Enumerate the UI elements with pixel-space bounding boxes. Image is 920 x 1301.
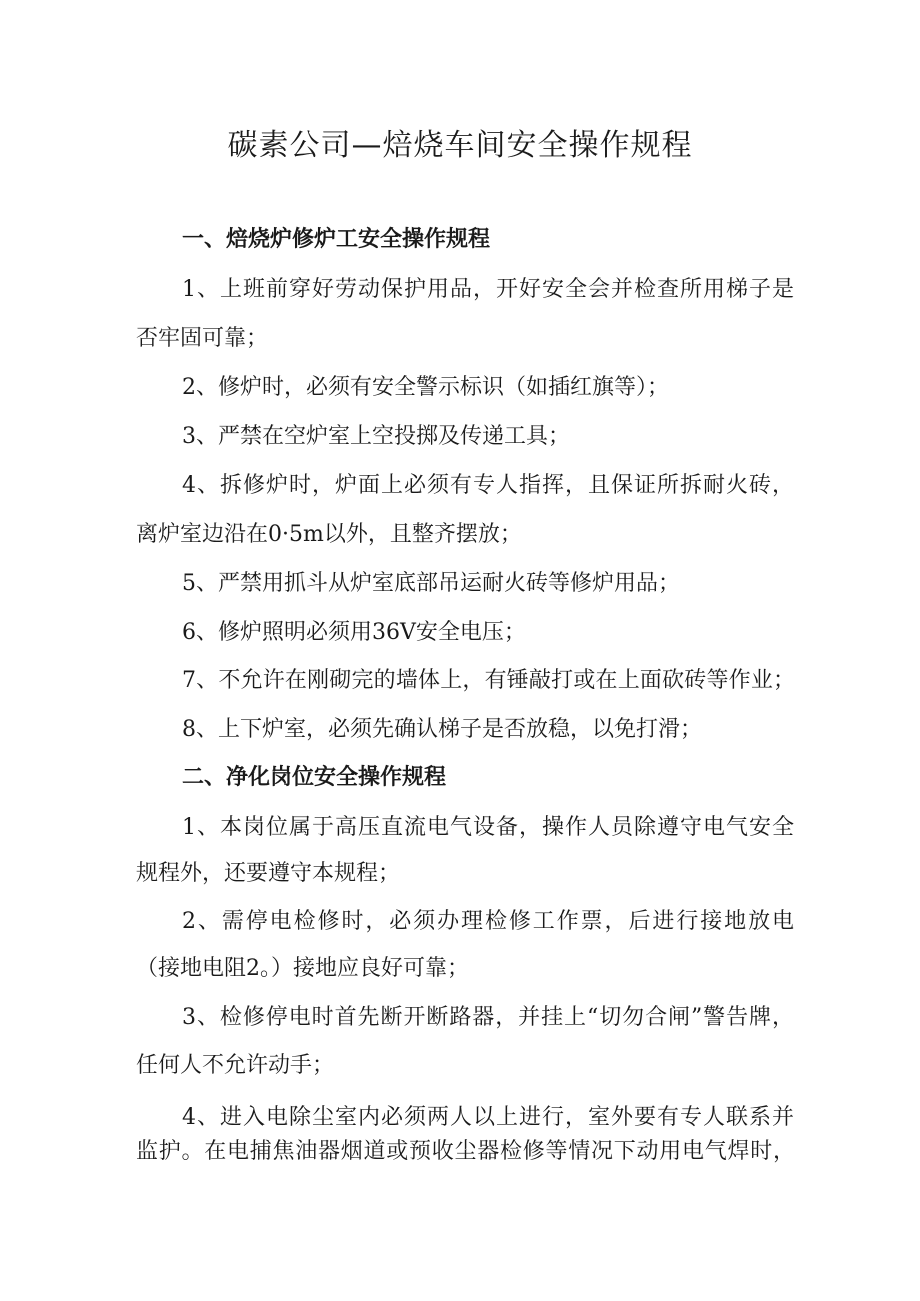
paragraph-line: 7、不允许在刚砌完的墙体上，有锤敲打或在上面砍砖等作业； bbox=[182, 668, 794, 693]
paragraph-line: 任何人不允许动手； bbox=[136, 1053, 335, 1078]
paragraph-line: 离炉室边沿在0·5m以外，且整齐摆放； bbox=[136, 522, 522, 547]
paragraph-line: （接地电阻2。）接地应良好可靠； bbox=[136, 956, 469, 981]
paragraph-line: 8、上下炉室，必须先确认梯子是否放稳，以免打滑； bbox=[182, 717, 702, 742]
paragraph-line: 否牢固可靠； bbox=[136, 326, 269, 351]
paragraph-line: 2、修炉时，必须有安全警示标识（如插红旗等）； bbox=[182, 375, 669, 400]
paragraph-line: 6、修炉照明必须用36V安全电压； bbox=[182, 620, 526, 645]
paragraph-line: 2、需停电检修时，必须办理检修工作票，后进行接地放电 bbox=[182, 909, 794, 934]
paragraph-line: 4、进入电除尘室内必须两人以上进行，室外要有专人联系并 bbox=[182, 1105, 794, 1130]
paragraph-line: 1、上班前穿好劳动保护用品，开好安全会并检查所用梯子是 bbox=[182, 277, 794, 302]
paragraph-line: 1、本岗位属于高压直流电气设备，操作人员除遵守电气安全 bbox=[182, 815, 794, 840]
section-heading: 一、焙烧炉修炉工安全操作规程 bbox=[182, 227, 491, 252]
section-heading: 二、净化岗位安全操作规程 bbox=[182, 765, 447, 790]
paragraph-line: 3、严禁在空炉室上空投掷及传递工具； bbox=[182, 424, 570, 449]
document-title: 碳素公司—焙烧车间安全操作规程 bbox=[227, 128, 693, 163]
paragraph-line: 5、严禁用抓斗从炉室底部吊运耐火砖等修炉用品； bbox=[182, 571, 680, 596]
paragraph-line: 监护。在电捕焦油器烟道或预收尘器检修等情况下动用电气焊时， bbox=[136, 1139, 794, 1164]
paragraph-line: 规程外，还要遵守本规程； bbox=[136, 861, 401, 886]
paragraph-line: 3、检修停电时首先断开断路器，并挂上“切勿合闸”警告牌， bbox=[182, 1005, 794, 1030]
paragraph-line: 4、拆修炉时，炉面上必须有专人指挥，且保证所拆耐火砖， bbox=[182, 473, 794, 498]
